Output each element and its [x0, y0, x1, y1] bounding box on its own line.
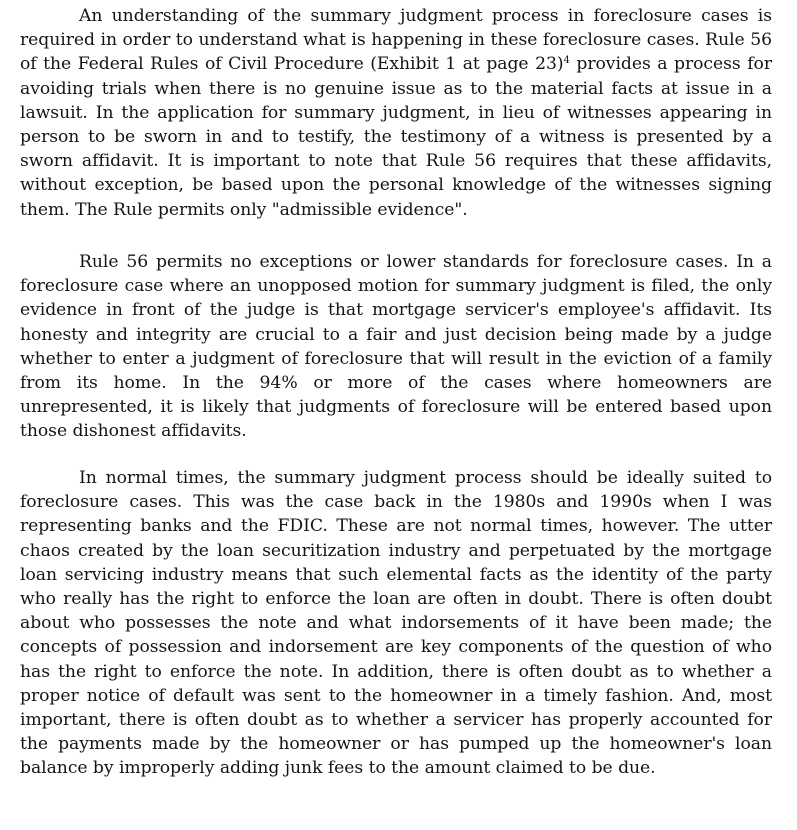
paragraph-text [20, 4, 772, 222]
paragraph-text-after-footnote: provides a process for avoiding trials when there is no genuine issue as to the material facts at issue in a lawsuit. In the application for summary judgment, in lieu of witnesses appearing in person to be sworn in and to testify, the testimony of a witness is presented by a sworn affidavit. It is important to note that Rule 56 requires that these affidavits, without exception, be based upon the personal knowledge of the witnesses signing them. The Rule permits only "admissible evidence". [20, 54, 772, 220]
paragraph-normal-times [20, 466, 772, 781]
paragraph-text-before-footnote: An understanding of the summary judgment process in foreclosure cases is required in order to understand what is happening in these foreclosure cases. Rule 56 of the Federal Rules of Civil Procedure (Exhibit 1 at page 23) [20, 6, 772, 75]
paragraph-text: In normal times, the summary judgment process should be ideally suited to foreclosure cases. This was the case back in the 1980s and 1990s when I was representing banks and the FDIC. These are not normal times, however. The utter chaos created by the loan securitization industry and perpetuated by the mortgage loan servicing industry means that such elemental facts as the identity of the party who really has the right to enforce the loan are often in doubt. There is often doubt about who possesses the note and what indorsements of it have been made; the concepts of possession and indorsement are key components of the question of who has the right to enforce the note. In addition, there is often doubt as to whether a proper notice of default was sent to the homeowner in a timely fashion. And, most important, there is often doubt as to whether a servicer has properly accounted for the payments made by the homeowner or has pumped up the homeowner's loan balance by improperly adding junk fees to the amount claimed to be due. [20, 468, 772, 779]
paragraph-summary-judgment-process [20, 4, 772, 222]
paragraph-rule-56-exceptions [20, 250, 772, 444]
paragraph-text: Rule 56 permits no exceptions or lower standards for foreclosure cases. In a foreclosure case where an unopposed motion for summary judgment is filed, the only evidence in front of the judge is that mortgage servicer's employee's affidavit. Its honesty and integrity are crucial to a fair and just decision being made by a judge whether to enter a judgment of foreclosure that will result in the eviction of a family from its home. In the 94% or more of the cases where homeowners are unrepresented, it is likely that judgments of foreclosure will be entered based upon those dishonest affidavits. [20, 252, 772, 442]
footnote-marker: 4 [563, 55, 570, 67]
